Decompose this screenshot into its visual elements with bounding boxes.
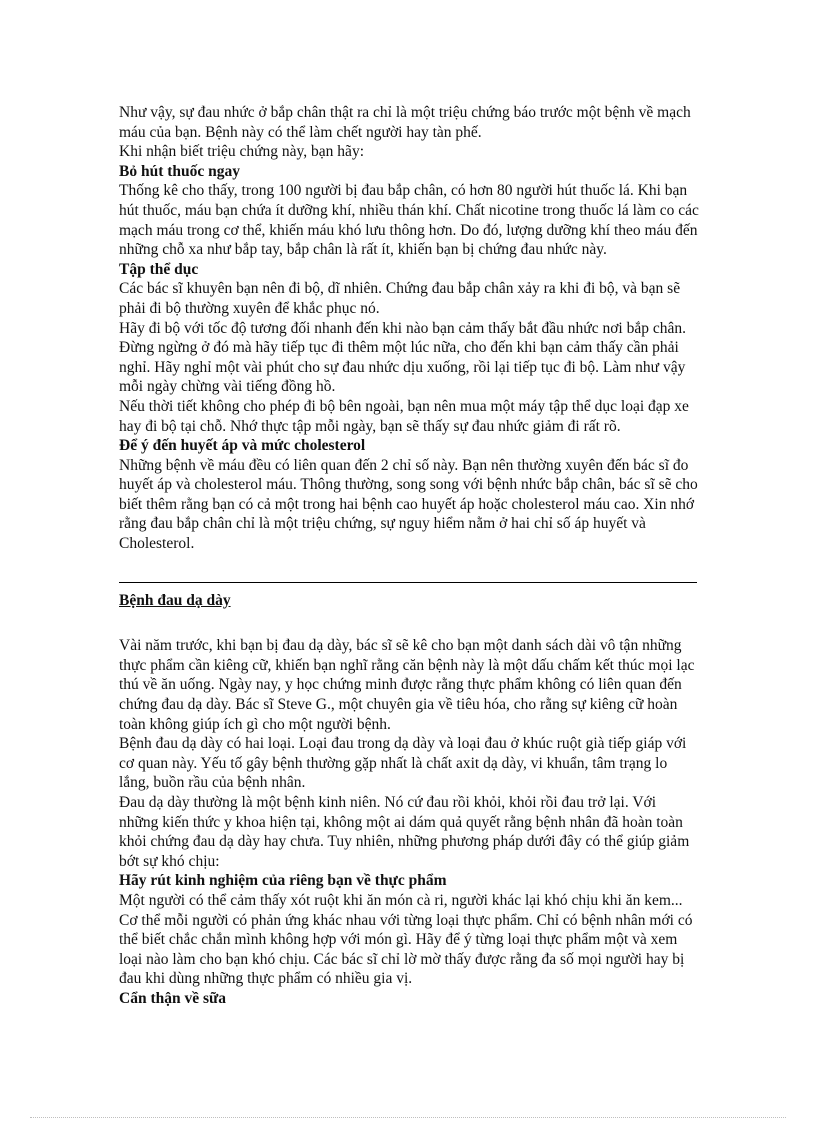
section-divider bbox=[119, 582, 697, 583]
subheading-quit-smoking: Bỏ hút thuốc ngay bbox=[119, 162, 241, 180]
document-page bbox=[119, 103, 699, 1009]
paragraph: Hãy đi bộ với tốc độ tương đối nhanh đến khi nào bạn cảm thấy bắt đầu nhức nơi bắp chân. Đừng ngừng ở đó mà hãy tiếp tục đi thêm một lúc nữa, cho đến khi bạn cảm thấy cần phải nghỉ. Hãy nghỉ một vài phút cho sự đau nhức dịu xuống, rồi lại tiếp tục đi bộ. Làm như vậy mỗi ngày chừng vài tiếng đồng hồ. bbox=[119, 319, 686, 396]
paragraph: Một người có thể cảm thấy xót ruột khi ăn món cà ri, người khác lại khó chịu khi ăn kem... Cơ thể mỗi người có phản ứng khác nhau với từng loại thực phẩm. Chỉ có bệnh nhân mới có thể biết chắc chắn mình không hợp với món gì. Hãy để ý từng loại thực phẩm một và xem loại nào làm cho bạn khó chịu. Các bác sĩ chỉ lờ mờ thấy được rằng đa số mọi người hay bị đau khi dùng những thực phẩm có nhiều gia vị. bbox=[119, 891, 693, 988]
section-title: Bệnh đau dạ dày bbox=[119, 591, 231, 609]
paragraph: Vài năm trước, khi bạn bị đau dạ dày, bác sĩ sẽ kê cho bạn một danh sách dài vô tận những thực phẩm cần kiêng cữ, khiến bạn nghĩ rằng căn bệnh này là một dấu chấm kết thúc mọi lạc thú về ăn uống. Ngày nay, y học chứng minh được rằng thực phẩm không có liên quan đến chứng đau dạ dày. Bác sĩ Steve G., một chuyên gia về tiêu hóa, cho rằng sự kiêng cữ hoàn toàn không giúp ích gì cho một người bệnh. bbox=[119, 637, 695, 733]
subheading-blood-pressure: Để ý đến huyết áp và mức cholesterol bbox=[119, 437, 366, 455]
subheading-exercise: Tập thể dục bbox=[119, 260, 199, 278]
spacer bbox=[119, 610, 699, 636]
paragraph: Thống kê cho thấy, trong 100 người bị đau bắp chân, có hơn 80 người hút thuốc lá. Khi bạn hút thuốc, máu bạn chứa ít dưỡng khí, nhiều thán khí. Chất nicotine trong thuốc lá làm co các mạch máu trong cơ thể, khiến máu khó lưu thông hơn. Do đó, lượng dưỡng khí theo máu đến những chỗ xa như bắp tay, bắp chân là rất ít, khiến bạn bị chứng đau nhức này. bbox=[119, 182, 699, 259]
paragraph: Nếu thời tiết không cho phép đi bộ bên ngoài, bạn nên mua một máy tập thể dục loại đạp xe hay đi bộ tại chỗ. Nhớ thực tập mỗi ngày, bạn sẽ thấy sự đau nhức giảm đi rất rõ. bbox=[119, 397, 689, 435]
paragraph: Bệnh đau dạ dày có hai loại. Loại đau trong dạ dày và loại đau ở khúc ruột già tiếp giáp với cơ quan này. Yếu tố gây bệnh thường gặp nhất là chất axit dạ dày, vi khuẩn, tâm trạng lo lắng, buồn rầu của bệnh nhân. bbox=[119, 735, 687, 792]
subheading-milk: Cẩn thận về sữa bbox=[119, 989, 227, 1007]
paragraph: Đau dạ dày thường là một bệnh kinh niên. Nó cứ đau rồi khỏi, khỏi rồi đau trở lại. Với những kiến thức y khoa hiện tại, không một ai dám quả quyết rằng bệnh nhân đã hoàn toàn khỏi chứng đau dạ dày hay chưa. Tuy nhiên, những phương pháp dưới đây có thể giúp giảm bớt sự khó chịu: bbox=[119, 794, 690, 870]
paragraph: Như vậy, sự đau nhức ở bắp chân thật ra chỉ là một triệu chứng báo trước một bệnh về mạch máu của bạn. Bệnh này có thể làm chết người hay tàn phế. bbox=[119, 104, 691, 141]
paragraph: Những bệnh về máu đều có liên quan đến 2 chỉ số này. Bạn nên thường xuyên đến bác sĩ đo huyết áp và cholesterol máu. Thông thường, song song với bệnh nhức bắp chân, bác sĩ sẽ cho biết thêm rằng bạn có cả một trong hai bệnh cao huyết áp hoặc cholesterol máu cao. Xin nhớ rằng đau bắp chân chỉ là một triệu chứng, sự nguy hiểm nằm ở hai chỉ số áp huyết và Cholesterol. bbox=[119, 456, 698, 553]
page-edge-line bbox=[30, 1117, 786, 1118]
paragraph: Khi nhận biết triệu chứng này, bạn hãy: bbox=[119, 143, 364, 161]
paragraph: Các bác sĩ khuyên bạn nên đi bộ, dĩ nhiên. Chứng đau bắp chân xảy ra khi đi bộ, và bạn sẽ phải đi bộ thường xuyên để khắc phục nó. bbox=[119, 280, 681, 317]
subheading-food-experience: Hãy rút kinh nghiệm của riêng bạn về thực phẩm bbox=[119, 872, 447, 890]
